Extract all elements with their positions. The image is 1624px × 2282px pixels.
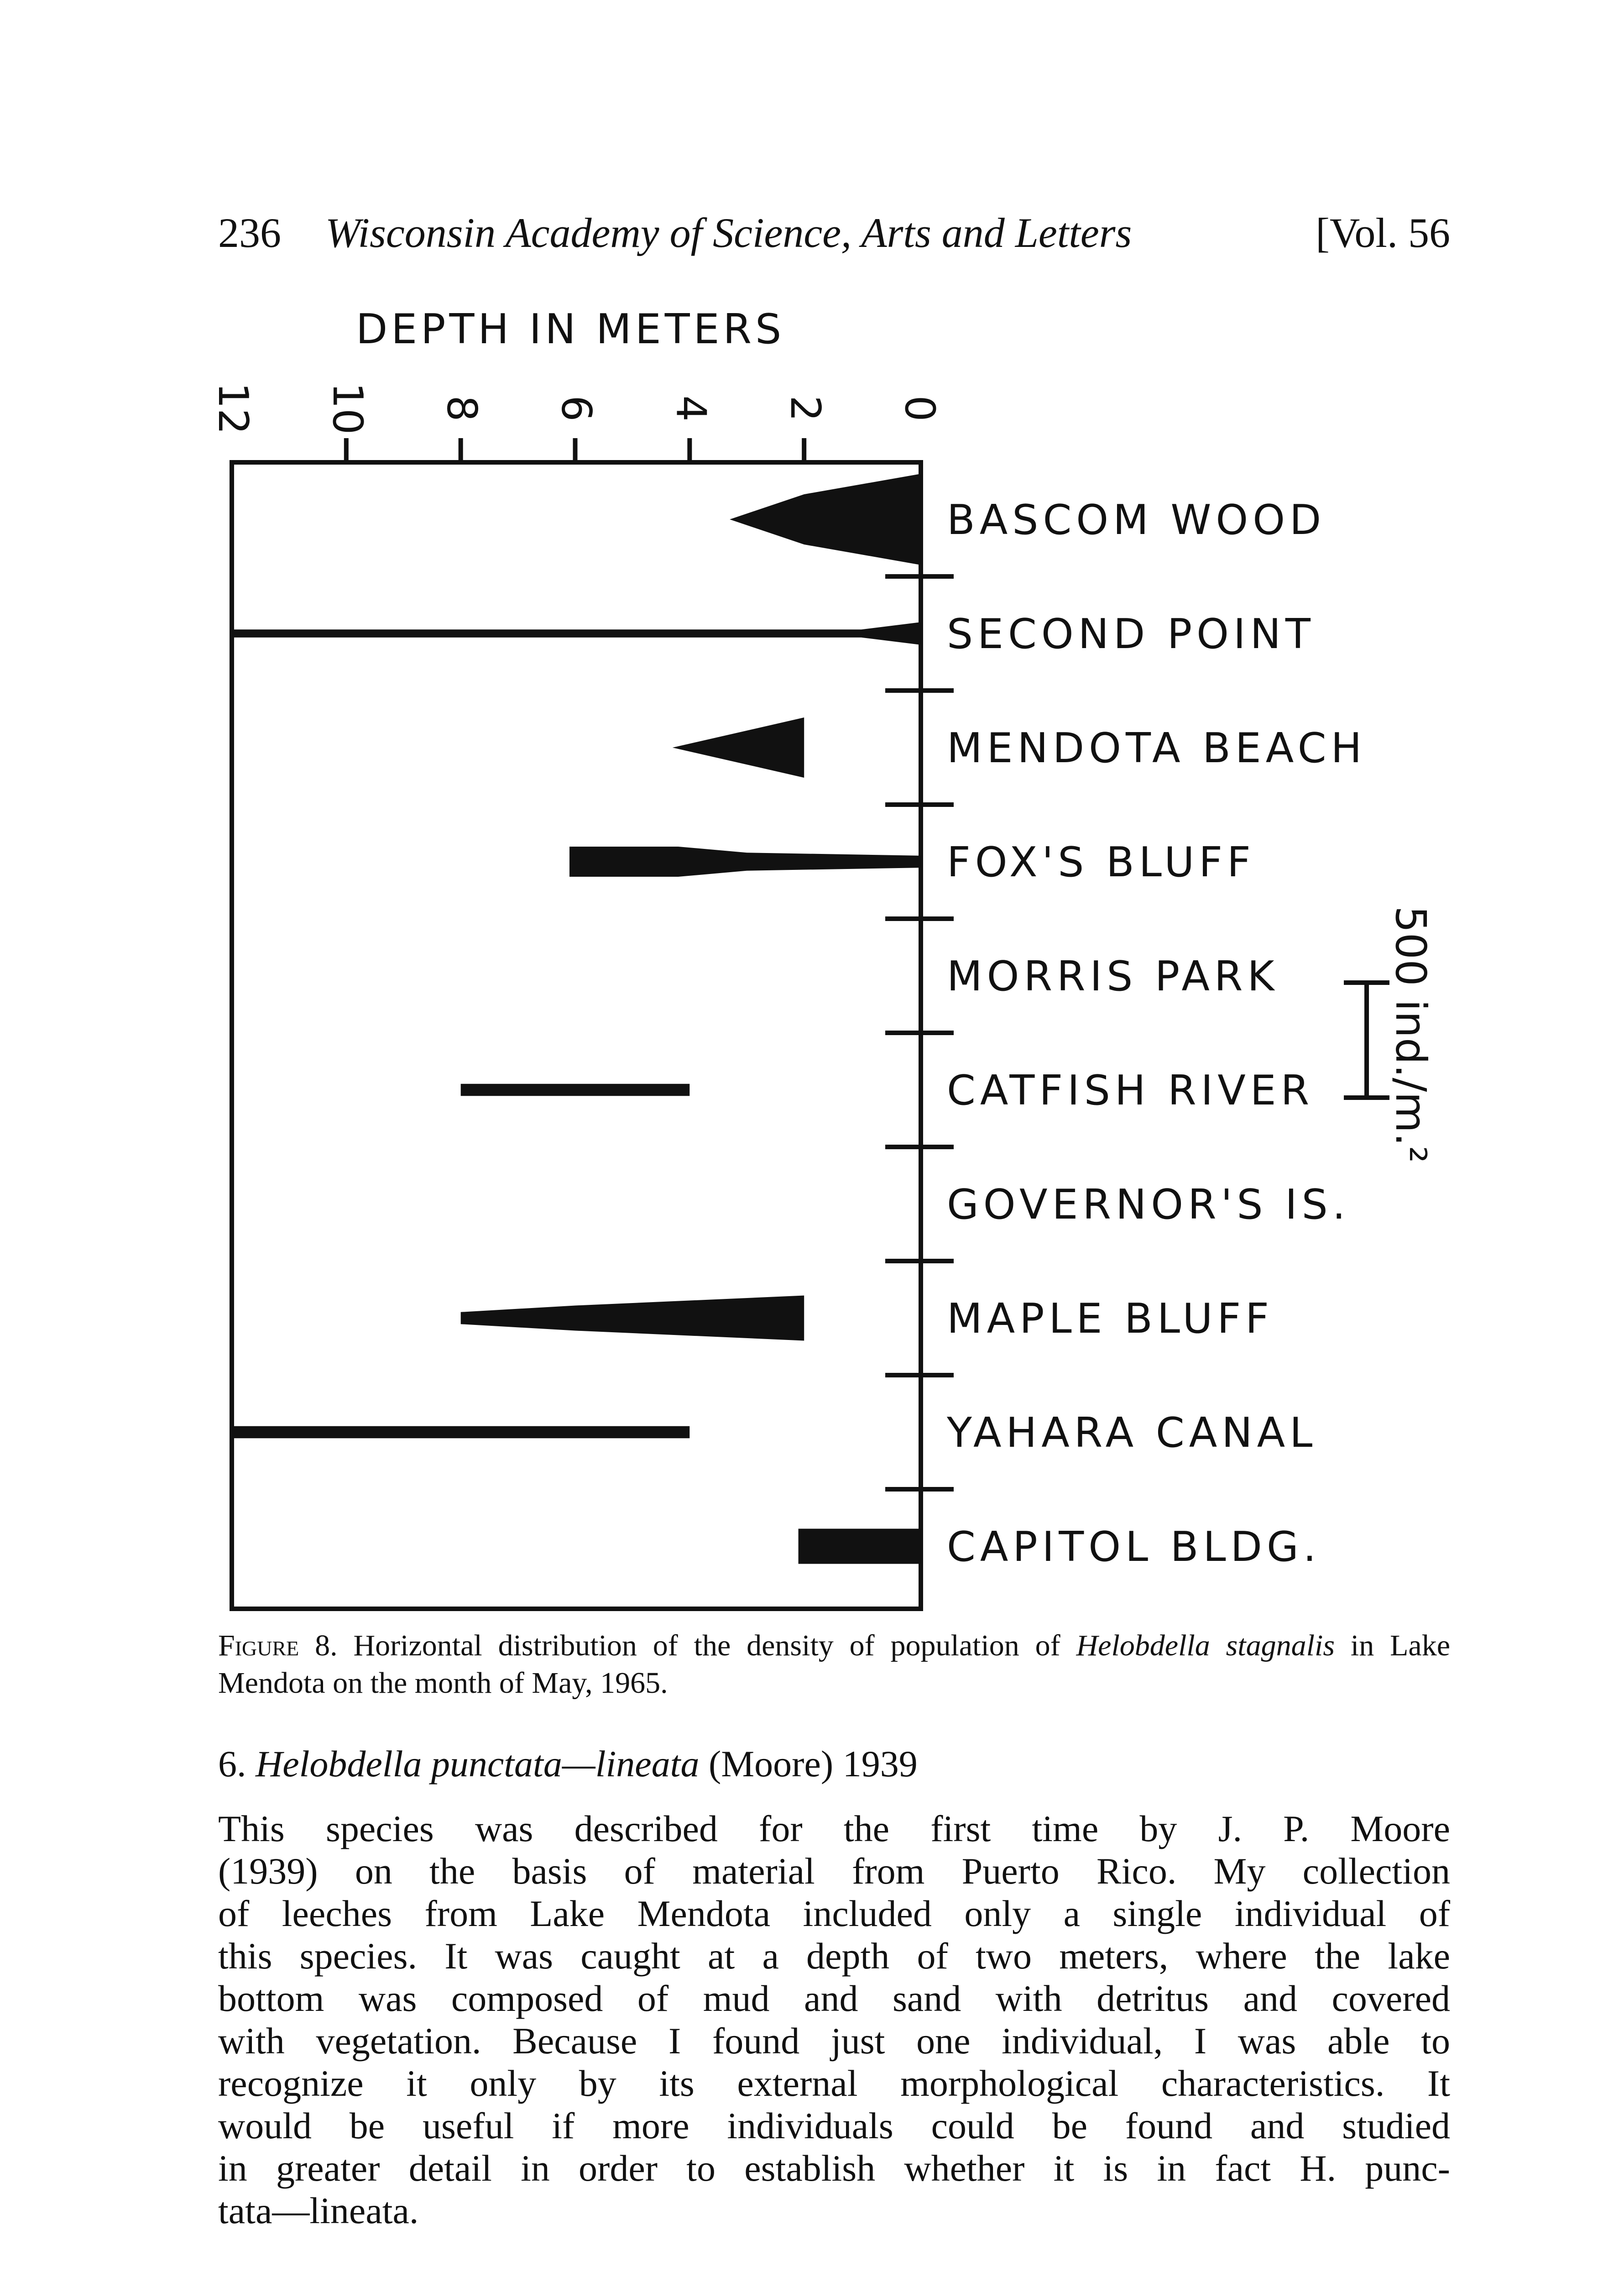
site-label: CAPITOL BLDG. (947, 1523, 1321, 1571)
figure-caption (218, 1627, 1450, 1702)
caption-label: Figure (218, 1629, 299, 1662)
site-label: FOX'S BLUFF (947, 838, 1255, 886)
body-line: of leeches from Lake Mendota included only a single individual of (218, 1893, 1450, 1934)
site-label: MENDOTA BEACH (947, 724, 1367, 772)
kite-shape (730, 474, 919, 565)
site-label: SECOND POINT (947, 610, 1315, 658)
depth-tick-label: 12 (209, 382, 257, 435)
section-number: 6. (218, 1743, 256, 1785)
scale-bar (1344, 906, 1435, 1163)
depth-axis (209, 382, 944, 462)
kite-shape (673, 717, 804, 778)
kite-shape (232, 1426, 689, 1438)
body-line: with vegetation. Because I found just one individual, I was able to (218, 2020, 1450, 2062)
chart-title: DEPTH IN METERS (356, 305, 785, 353)
site-label: MORRIS PARK (947, 953, 1279, 1000)
body-line: This species was described for the first time by J. P. Moore (218, 1808, 1450, 1849)
kite-shapes (232, 474, 919, 1564)
site-label: BASCOM WOOD (947, 496, 1326, 544)
body-line: bottom was composed of mud and sand with detritus and covered (218, 1978, 1450, 2019)
caption-number: 8. (299, 1629, 354, 1662)
site-label: MAPLE BLUFF (947, 1295, 1274, 1343)
depth-tick-label: 2 (781, 395, 830, 422)
depth-tick-label: 6 (552, 395, 601, 422)
caption-text-end: in Lake Mendota on the month of May, 1965. (218, 1629, 1450, 1700)
depth-tick-label: 0 (896, 395, 944, 422)
journal-title: Wisconsin Academy of Science, Arts and Letters (325, 209, 1132, 256)
caption-text: Horizontal distribution of the density of population of (353, 1629, 1076, 1662)
depth-tick-label: 8 (438, 395, 486, 422)
section-author: (Moore) 1939 (699, 1743, 918, 1785)
body-line: tata—lineata. (218, 2190, 419, 2231)
kite-shape (461, 1296, 804, 1341)
body-line: would be useful if more individuals could be found and studied (218, 2105, 1450, 2146)
body-paragraph (218, 1807, 1450, 2232)
section-species: Helobdella punctata—lineata (256, 1743, 700, 1785)
site-labels (946, 496, 1366, 1571)
body-line: recognize it only by its external morphological characteristics. It (218, 2062, 1450, 2104)
kite-shape (799, 1529, 919, 1564)
caption-species: Helobdella stagnalis (1076, 1629, 1335, 1662)
body-line: (1939) on the basis of material from Puerto Rico. My collection (218, 1850, 1450, 1892)
depth-tick-label: 10 (323, 382, 371, 435)
depth-tick-label: 4 (667, 395, 715, 422)
site-label: CATFISH RIVER (947, 1067, 1314, 1115)
kite-shape (461, 1084, 690, 1096)
body-line: this species. It was caught at a depth of two meters, where the lake (218, 1935, 1450, 1977)
page-number: 236 (218, 209, 281, 256)
site-label: YAHARA CANAL (947, 1409, 1317, 1457)
kite-shape (232, 623, 919, 644)
scale-bar-label: 500 ind./m.² (1386, 906, 1435, 1163)
site-label: GOVERNOR'S IS. (947, 1181, 1350, 1229)
volume-label: [Vol. 56 (1316, 209, 1450, 256)
body-line: in greater detail in order to establish whether it is in fact H. punc- (218, 2147, 1450, 2189)
section-heading (218, 1739, 918, 1789)
kite-shape (569, 847, 919, 877)
